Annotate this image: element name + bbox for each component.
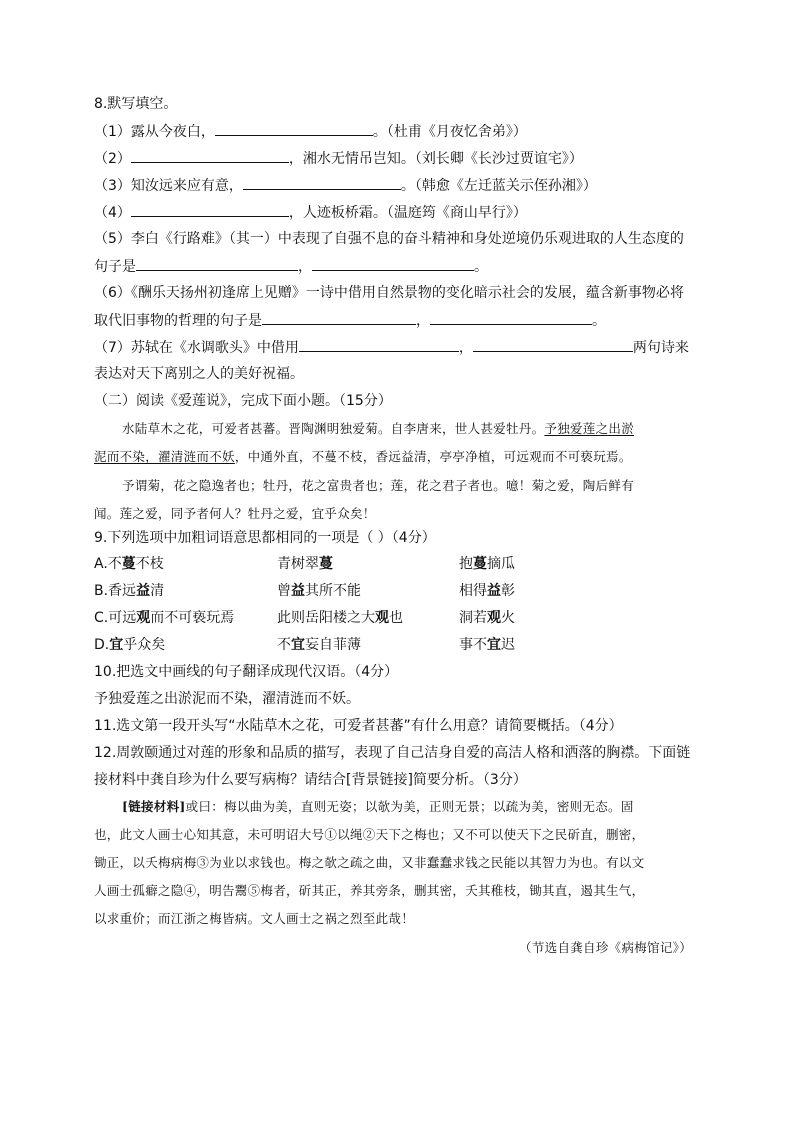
answer-blank[interactable] (131, 148, 289, 163)
answer-blank[interactable] (243, 175, 401, 190)
q8-item-6-line2 (94, 310, 606, 331)
answer-blank[interactable] (430, 310, 592, 325)
q8-item-2-post: ，湘水无情吊岂知。（刘长卿《长沙过贾谊宅》） (288, 151, 583, 167)
q9-option-a-2: 青树翠蔓 (277, 556, 333, 572)
material-text: 或曰：梅以曲为美，直则无姿；以欹为美，正则无景；以疏为美，密则无态。固 (185, 799, 634, 814)
q8-item-2-pre: （2） (94, 151, 131, 167)
passage-paragraph-1-line1 (122, 419, 634, 439)
q8-item-3-post: 。（韩愈《左迁蓝关示侄孙湘》） (400, 178, 597, 194)
q8-item-6-end: 。 (592, 313, 606, 329)
q9-option-d-1: D.宜乎众矣 (94, 637, 166, 653)
answer-blank[interactable] (262, 310, 416, 325)
q8-title: 8.默写填空。 (94, 96, 178, 112)
q9-option-d-2: 不宜妄自菲薄 (277, 637, 361, 653)
q8-item-5-end: 。 (474, 259, 488, 275)
q10-title: 10.把选文中画线的句子翻译成现代汉语。（4分） (94, 664, 399, 680)
q8-item-7-mid: ， (458, 340, 473, 356)
q8-item-4-post: ，人迹板桥霜。（温庭筠《商山早行》） (288, 205, 527, 221)
underlined-sentence: 予独爱莲之出淤 (544, 421, 635, 436)
answer-blank[interactable] (312, 256, 474, 271)
q9-option-row-d (94, 635, 698, 655)
q9-option-row-c (94, 608, 698, 628)
q9-option-row-b (94, 581, 698, 601)
q8-item-5-line1: （5）李白《行路难》（其一）中表现了自强不息的奋斗精神和身处逆境仍乐观进取的人生态度的 (94, 231, 684, 247)
q8-item-7-pre: （7）苏轼在《水调歌头》中借用 (94, 340, 299, 356)
material-label: [链接材料] (122, 799, 186, 814)
q9-title: 9.下列选项中加粗词语意思都相同的一项是（ ）（4分） (94, 530, 436, 546)
q8-item-7-line1 (94, 337, 689, 358)
answer-blank[interactable] (131, 202, 289, 217)
q8-item-3 (94, 175, 597, 196)
underlined-sentence: 泥而不染，濯清涟而不妖 (94, 449, 235, 464)
q9-option-b-2: 曾益其所不能 (277, 583, 361, 599)
passage-paragraph-2-line2: 闻。莲之爱，同予者何人？牡丹之爱，宜乎众矣！ (94, 506, 376, 521)
q9-option-b-1: B.香远益清 (94, 583, 165, 599)
material-line4: 人画士孤癖之隐④，明告鬻⑤梅者，斫其正，养其旁条，删其密，夭其稚枝，锄其直，遏其生气， (94, 883, 645, 898)
q8-item-6-pre: 取代旧事物的哲理的句子是 (94, 313, 262, 329)
q9-option-row-a (94, 554, 698, 574)
q9-option-c-3: 洞若观火 (459, 610, 515, 626)
q9-option-c-1: C.可远观而不可亵玩焉 (94, 610, 235, 626)
q8-item-5-pre: 句子是 (94, 259, 136, 275)
answer-blank[interactable] (473, 337, 633, 352)
q8-item-5-line2 (94, 256, 488, 277)
material-line3: 锄正，以夭梅病梅③为业以求钱也。梅之欹之疏之曲，又非蠢蠢求钱之民能以其智力为也。有以文 (94, 855, 645, 870)
q10-sentence: 予独爱莲之出淤泥而不染，濯清涟而不妖。 (94, 691, 360, 707)
q8-item-4 (94, 202, 527, 223)
q9-option-c-2: 此则岳阳楼之大观也 (277, 610, 403, 626)
q9-option-b-3: 相得益彰 (459, 583, 515, 599)
section-heading: （二）阅读《爱莲说》，完成下面小题。（15分） (94, 393, 392, 409)
material-line5: 以求重价；而江浙之梅皆病。文人画士之祸之烈至此哉！ (94, 911, 415, 926)
answer-blank[interactable] (136, 256, 298, 271)
q9-option-d-3: 事不宜迟 (459, 637, 515, 653)
q9-option-a-1: A.不蔓不枝 (94, 556, 164, 572)
q8-item-5-mid: ， (298, 259, 312, 275)
q8-item-1-post: 。（杜甫《月夜忆舍弟》） (372, 124, 527, 140)
q8-item-7-post: 两句诗来 (632, 340, 689, 356)
q8-item-1-pre: （1）露从今夜白， (94, 124, 215, 140)
q12-line2: 接材料中龚自珍为什么要写病梅？请结合[背景链接]简要分析。（3分） (94, 772, 527, 788)
material-line2: 也，此文人画士心知其意，未可明诏大号①以绳②天下之梅也；又不可以使天下之民斫直，删密， (94, 827, 645, 842)
passage-paragraph-2-line1: 予谓菊，花之隐逸者也；牡丹，花之富贵者也；莲，花之君子者也。噫！菊之爱，陶后鲜有 (122, 478, 635, 493)
material-source: （节选自龚自珍《病梅馆记》） (519, 940, 692, 955)
q8-item-6-mid: ， (416, 313, 430, 329)
passage-paragraph-1-line2 (94, 447, 632, 467)
material-line1 (122, 797, 634, 817)
answer-blank[interactable] (299, 337, 459, 352)
q8-item-3-pre: （3）知汝远来应有意， (94, 178, 243, 194)
q8-item-6-line1: （6）《酬乐天扬州初逢席上见赠》一诗中借用自然景物的变化暗示社会的发展，蕴含新事物必将 (94, 285, 684, 301)
q8-item-2 (94, 148, 583, 169)
q11-title: 11.选文第一段开头写“水陆草木之花，可爱者甚蕃”有什么用意？请简要概括。（4分） (94, 718, 623, 734)
passage-text: ，中通外直，不蔓不枝，香远益清，亭亭净植，可远观而不可亵玩焉。 (234, 449, 632, 464)
q8-item-1 (94, 121, 527, 142)
answer-blank[interactable] (215, 121, 373, 136)
passage-text: 水陆草木之花，可爱者甚蕃。晋陶渊明独爱菊。自李唐来，世人甚爱牡丹。 (122, 421, 545, 436)
q8-item-7-line2: 表达对天下离别之人的美好祝福。 (94, 366, 304, 382)
q9-option-a-3: 抱蔓摘瓜 (459, 556, 515, 572)
q8-item-4-pre: （4） (94, 205, 131, 221)
q12-line1: 12.周敦颐通过对莲的形象和品质的描写，表现了自己洁身自爱的高洁人格和洒落的胸襟。下面链 (94, 745, 691, 761)
